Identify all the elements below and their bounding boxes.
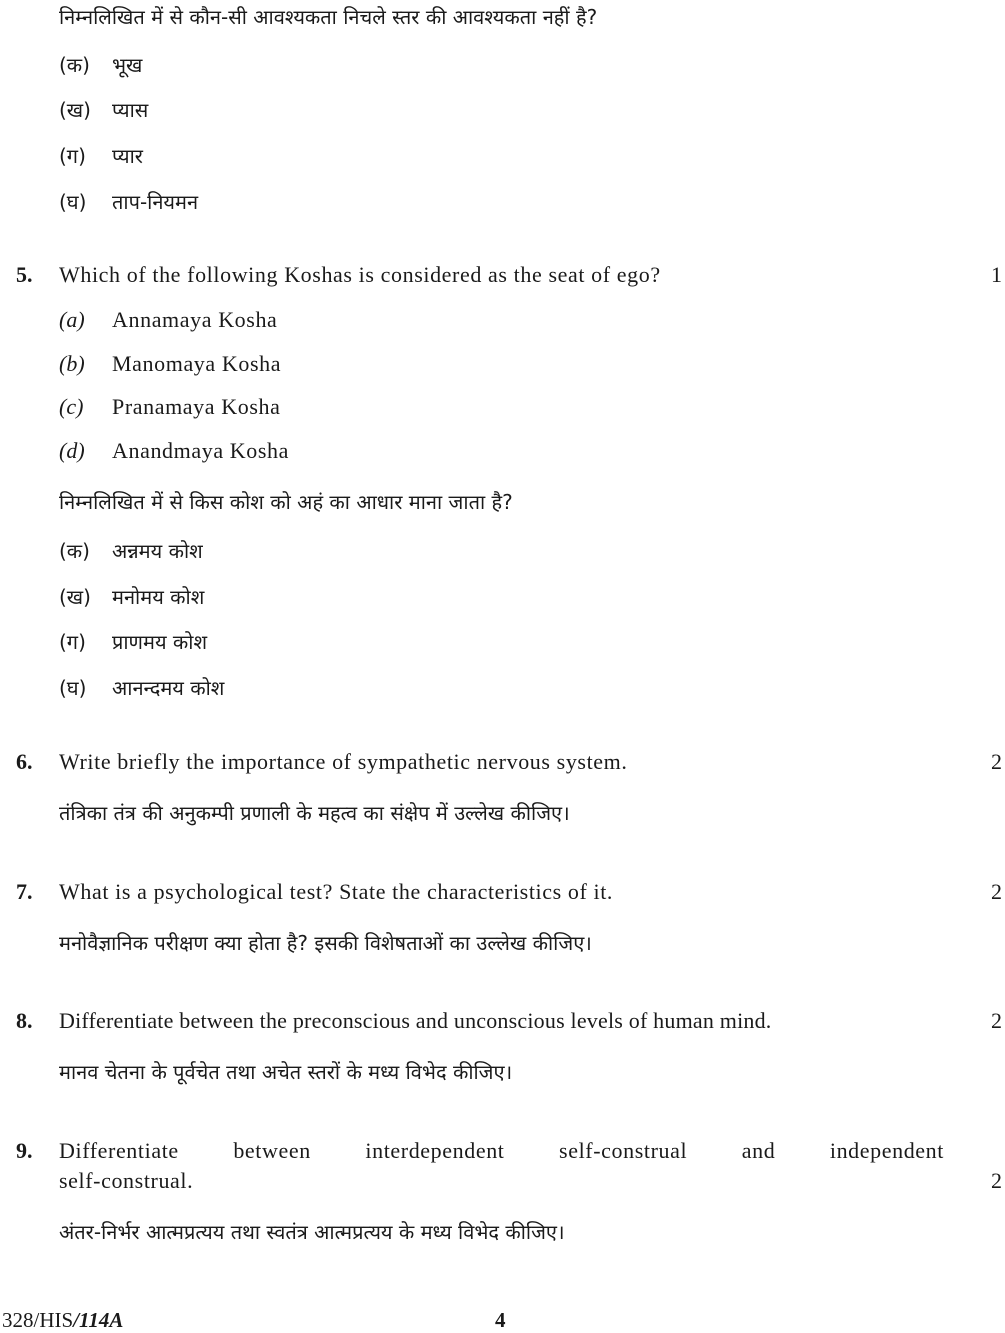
q5-option-b: Manomaya Kosha [112,351,282,376]
q8-number: 8. [16,1008,33,1033]
q5-hindi-question: निम्नलिखित में से किस कोश को अहं का आधार माना जाता है? [59,490,513,514]
q5-hindi-option-gha-label: (घ) [59,676,87,700]
q7-number: 7. [16,879,33,904]
q7-hindi: मनोवैज्ञानिक परीक्षण क्या होता है? इसकी विशेषताओं का उल्लेख कीजिए। [59,931,592,955]
q5-option-a-label: (a) [59,307,85,332]
q8-question: Differentiate between the preconscious and unconscious levels of human mind. [59,1008,772,1033]
q5-option-c-label: (c) [59,394,84,419]
q9-number: 9. [16,1138,33,1163]
paper-code-suffix: /114A [73,1308,124,1332]
q6-number: 6. [16,749,33,774]
q5-hindi-option-ka-label: (क) [59,539,90,563]
paper-code [2,1308,123,1333]
q5-option-d: Anandmaya Kosha [112,438,290,463]
q5-hindi-option-gha: आनन्दमय कोश [112,676,225,700]
q7-marks: 2 [991,879,1002,904]
q4-hindi-option-ka: भूख [112,53,143,77]
q5-marks: 1 [991,262,1002,287]
q5-hindi-option-ka: अन्नमय कोश [112,539,203,563]
q5-hindi-option-ga: प्राणमय कोश [112,630,208,654]
q4-hindi-option-ga-label: (ग) [59,144,86,168]
q5-hindi-option-ga-label: (ग) [59,630,86,654]
q8-hindi: मानव चेतना के पूर्वचेत तथा अचेत स्तरों के मध्य विभेद कीजिए। [59,1060,513,1084]
q4-hindi-option-gha-label: (घ) [59,190,87,214]
q6-question: Write briefly the importance of sympathetic nervous system. [59,749,628,774]
q4-hindi-option-ka-label: (क) [59,53,90,77]
q5-option-b-label: (b) [59,351,85,376]
q4-hindi-option-kha: प्यास [112,98,149,122]
q9-question-line-2: self-construal. [59,1168,194,1193]
q4-hindi-question: निम्नलिखित में से कौन-सी आवश्यकता निचले स्तर की आवश्यकता नहीं है? [59,5,598,29]
q9-marks: 2 [991,1168,1002,1193]
q9-question-line-1: Differentiate between interdependent self-construal and independent [59,1138,944,1163]
q6-hindi: तंत्रिका तंत्र की अनुकम्पी प्रणाली के महत्व का संक्षेप में उल्लेख कीजिए। [59,801,570,825]
q5-hindi-option-kha: मनोमय कोश [112,585,205,609]
q9-hindi: अंतर-निर्भर आत्मप्रत्यय तथा स्वतंत्र आत्मप्रत्यय के मध्य विभेद कीजिए। [59,1220,565,1244]
q5-option-a: Annamaya Kosha [112,307,278,332]
page-number: 4 [495,1308,506,1332]
q4-hindi-option-kha-label: (ख) [59,98,91,122]
q6-marks: 2 [991,749,1002,774]
q5-option-d-label: (d) [59,438,85,463]
q5-hindi-option-kha-label: (ख) [59,585,91,609]
q5-question: Which of the following Koshas is considered as the seat of ego? [59,262,661,287]
q5-option-c: Pranamaya Kosha [112,394,281,419]
paper-code-prefix: 328/HIS [2,1308,74,1332]
q7-question: What is a psychological test? State the characteristics of it. [59,879,614,904]
q8-marks: 2 [991,1008,1002,1033]
q4-hindi-option-gha: ताप-नियमन [112,190,199,214]
q5-number: 5. [16,262,33,287]
q4-hindi-option-ga: प्यार [112,144,143,168]
